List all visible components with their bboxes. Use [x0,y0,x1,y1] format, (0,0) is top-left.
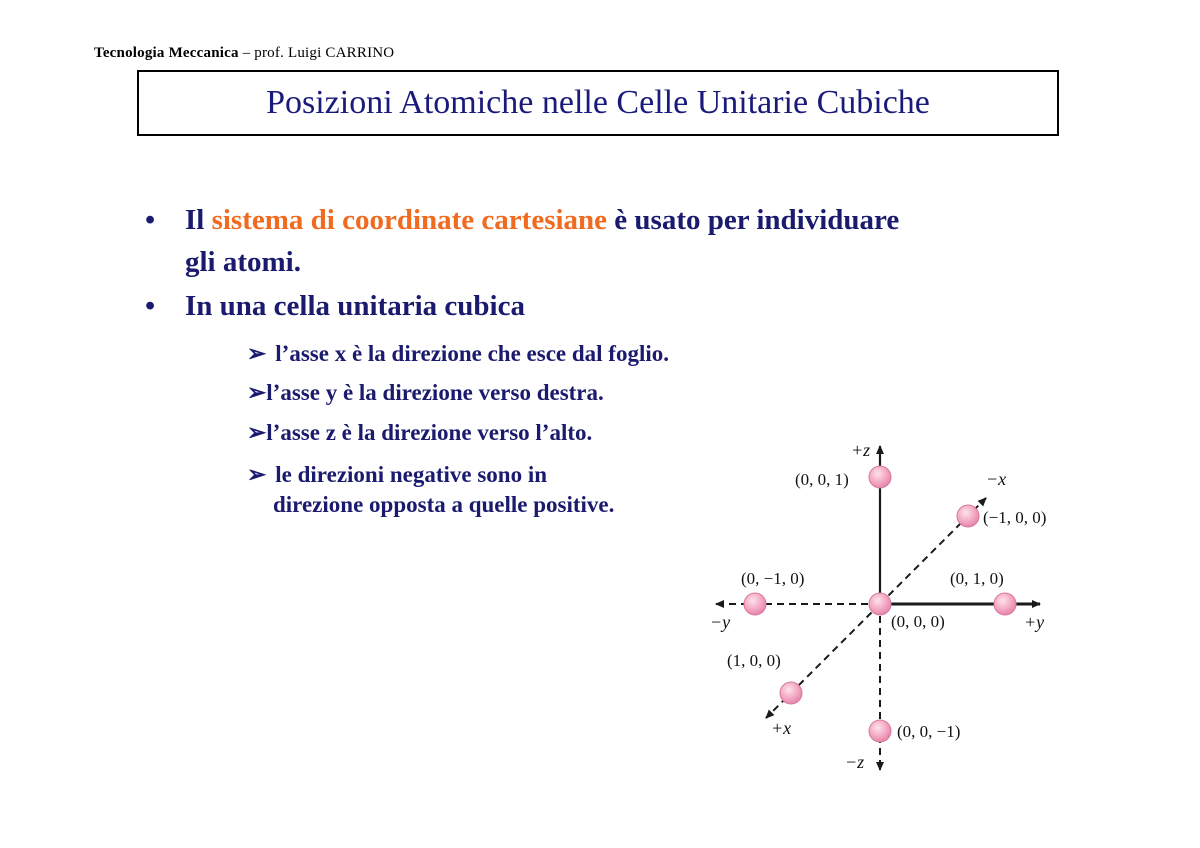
sub-item-text: l’asse y è la direzione verso destra. [266,380,604,405]
atom-0-1-0 [994,593,1016,615]
arrow-marker-icon: ➢ [247,341,267,366]
bullet-marker: • [145,290,156,322]
bullet-text: è usato per individuare [607,204,900,236]
arrow-marker-icon: ➢ [247,462,267,487]
pos-z-label: +z [851,440,871,460]
pos-x-label: +x [771,718,792,738]
bullet-text: In una cella unitaria cubica [185,290,525,322]
label-1-0-0: (1, 0, 0) [727,651,781,670]
label-origin: (0, 0, 0) [891,612,945,631]
professor-name: prof. Luigi CARRINO [254,45,395,61]
atom-1-0-0 [780,682,802,704]
pos-x-arrow [766,714,770,718]
neg-z-label: −z [845,752,865,772]
label-0-0-neg1: (0, 0, −1) [897,722,961,741]
arrow-marker-icon: ➢ [247,380,267,405]
course-name: Tecnologia Meccanica [94,45,239,61]
sub-item-text: l’asse z è la direzione verso l’alto. [266,420,593,445]
atom-origin [869,593,891,615]
atom-0-neg1-0 [744,593,766,615]
bullet-line: gli atomi. [185,246,301,278]
sub-item-text-continued: direzione opposta a quelle positive. [273,492,615,517]
label-0-neg1-0: (0, −1, 0) [741,569,805,588]
label-neg1-0-0: (−1, 0, 0) [983,508,1047,527]
sub-item-text: l’asse x è la direzione che esce dal foglio. [275,341,669,366]
atom-0-0-neg1 [869,720,891,742]
label-0-1-0: (0, 1, 0) [950,569,1004,588]
header-separator: – [238,45,255,61]
neg-x-arrow [982,498,986,502]
neg-y-label: −y [710,612,731,632]
slide-title: Posizioni Atomiche nelle Celle Unitarie Cubiche [266,84,930,121]
atom-neg1-0-0 [957,505,979,527]
bullet-marker: • [145,204,156,236]
arrow-marker-icon: ➢ [247,420,267,445]
sub-item-text: le direzioni negative sono in [275,462,548,487]
bullet-text: Il [185,204,212,236]
neg-x-label: −x [986,469,1007,489]
atom-0-0-1 [869,466,891,488]
label-0-0-1: (0, 0, 1) [795,470,849,489]
pos-y-label: +y [1024,612,1045,632]
highlighted-term: sistema di coordinate cartesiane [211,204,608,236]
